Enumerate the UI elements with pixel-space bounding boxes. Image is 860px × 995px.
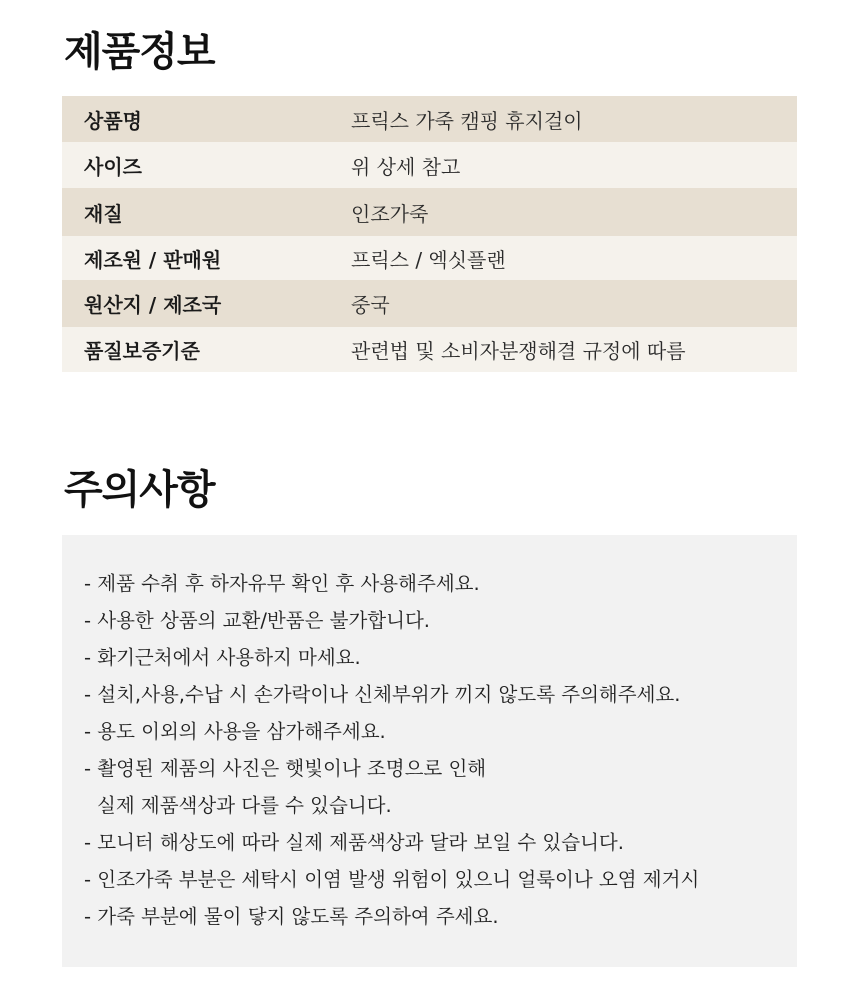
caution-line: - 제품 수취 후 하자유무 확인 후 사용해주세요.: [84, 572, 480, 595]
info-row-product-name: [62, 96, 797, 142]
product-info-table: [62, 96, 797, 372]
caution-line: - 인조가죽 부분은 세탁시 이염 발생 위험이 있으니 얼룩이나 오염 제거시: [84, 868, 700, 891]
caution-line: - 모니터 해상도에 따라 실제 제품색상과 달라 보일 수 있습니다.: [84, 831, 624, 854]
info-row-origin: [62, 280, 797, 327]
info-value: 프릭스 가죽 캠핑 휴지걸이: [351, 108, 583, 133]
info-row-warranty: [62, 327, 797, 372]
caution-line: - 촬영된 제품의 사진은 햇빛이나 조명으로 인해: [84, 757, 487, 780]
info-value: 프릭스 / 엑싯플랜: [351, 247, 506, 272]
caution-line: - 가죽 부분에 물이 닿지 않도록 주의하여 주세요.: [84, 905, 499, 928]
info-key: 상품명: [84, 108, 142, 133]
info-row-size: [62, 142, 797, 188]
info-row-material: [62, 188, 797, 236]
info-key: 사이즈: [84, 154, 142, 179]
info-value: 인조가죽: [351, 201, 429, 226]
info-value: 중국: [351, 293, 390, 317]
info-key: 원산지 / 제조국: [84, 293, 222, 317]
caution-line: - 설치,사용,수납 시 손가락이나 신체부위가 끼지 않도록 주의해주세요.: [84, 683, 681, 706]
info-key: 재질: [84, 201, 123, 226]
info-value: 관련법 및 소비자분쟁해결 규정에 따름: [351, 339, 686, 363]
cautions-title: 주의사항: [64, 467, 215, 513]
cautions-box: [62, 535, 797, 967]
product-info-title: 제품정보: [64, 29, 215, 75]
info-value: 위 상세 참고: [351, 154, 461, 179]
info-row-manufacturer: [62, 236, 797, 280]
caution-line: - 용도 이외의 사용을 삼가해주세요.: [84, 720, 386, 743]
caution-line: - 화기근처에서 사용하지 마세요.: [84, 646, 361, 669]
info-key: 품질보증기준: [84, 339, 200, 363]
caution-line: - 사용한 상품의 교환/반품은 불가합니다.: [84, 609, 430, 632]
caution-line-continuation: 실제 제품색상과 다를 수 있습니다.: [97, 794, 392, 817]
info-key: 제조원 / 판매원: [84, 247, 222, 272]
